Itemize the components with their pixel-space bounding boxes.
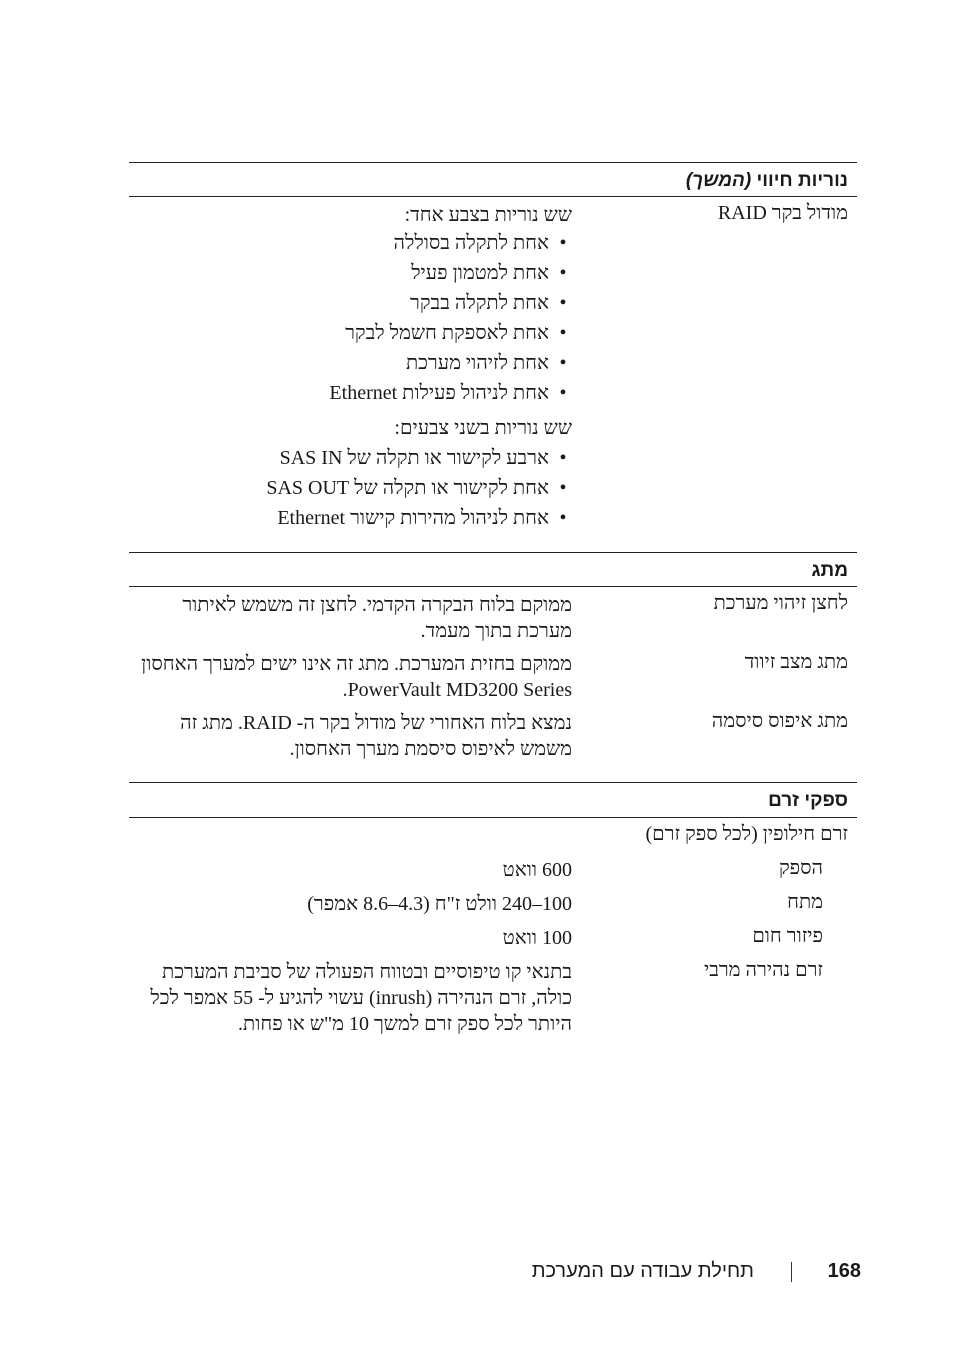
row-label-max-inrush-current: זרם נהירה מרבי — [703, 959, 823, 981]
section-title-leds — [686, 170, 848, 192]
row-label-wattage: הספק — [778, 857, 823, 879]
section-top-rule-leds — [129, 162, 857, 163]
led-group2-list — [127, 443, 572, 533]
row-label-voltage: מתח — [787, 891, 823, 913]
bullet-icon: • — [559, 477, 567, 499]
psu-ac-subheading: זרם חילופין (לכל ספק זרם) — [645, 823, 848, 845]
list-item: • אחת לתקלה בבקר — [127, 288, 572, 318]
section-header-rule-switch — [129, 586, 857, 587]
list-item: • ארבע לקישור או תקלה של SAS IN — [127, 443, 572, 473]
list-item: • אחת לקישור או תקלה של SAS OUT — [127, 473, 572, 503]
list-item: • אחת לתקלה בסוללה — [127, 228, 572, 258]
footer-title: תחילת עבודה עם המערכת — [531, 1260, 754, 1282]
led-group1-list — [127, 228, 572, 408]
section-header-rule-leds — [129, 196, 857, 197]
led-group-dual-color — [127, 415, 572, 533]
list-item: • אחת למטמון פעיל — [127, 258, 572, 288]
row-label-password-reset-switch: מתג איפוס סיסמה — [711, 710, 848, 732]
bullet-icon: • — [559, 447, 567, 469]
bullet-icon: • — [559, 262, 567, 284]
list-item: • אחת לזיהוי מערכת — [127, 348, 572, 378]
list-item: • אחת לניהול פעילות Ethernet — [127, 378, 572, 408]
row-value-voltage: 100–240 וולט ז"ח (4.3–8.6 אמפר) — [307, 893, 572, 915]
row-value-password-reset-switch: נמצא בלוח האחורי של מודול בקר ה- RAID. מתג זה משמש לאיפוס סיסמת מערך האחסון. — [180, 712, 572, 760]
row-value-wattage: 600 וואט — [502, 859, 572, 881]
list-item: • אחת לניהול מהירות קישור Ethernet — [127, 503, 572, 533]
bullet-icon: • — [559, 352, 567, 374]
page-number: 168 — [827, 1260, 861, 1282]
bullet-icon: • — [559, 507, 567, 529]
row-label-raid-controller: מודול בקר RAID — [717, 202, 848, 224]
section-title-switch: מתג — [811, 560, 848, 581]
section-title-leds-main: נוריות חיווי — [756, 170, 848, 191]
led-group-single-color — [127, 202, 572, 408]
row-value-enclosure-mode-switch: ממוקם בחזית המערכת. מתג זה אינו ישים למערך האחסון PowerVault MD3200 Series. — [141, 653, 572, 701]
bullet-icon: • — [559, 322, 567, 344]
row-label-enclosure-mode-switch: מתג מצב זיווד — [744, 651, 848, 673]
section-header-rule-psu — [129, 817, 857, 818]
row-value-heat-dissipation: 100 וואט — [502, 927, 572, 949]
section-title-leds-cont: (המשך) — [685, 170, 752, 191]
section-top-rule-switch — [129, 552, 857, 553]
bullet-icon: • — [559, 232, 567, 254]
row-label-system-id-button: לחצן זיהוי מערכת — [713, 592, 848, 614]
list-item: • אחת לאספקת חשמל לבקר — [127, 318, 572, 348]
row-label-heat-dissipation: פיזור חום — [752, 925, 823, 947]
row-value-max-inrush-current: בתנאי קו טיפוסיים ובטווח הפעולה של סביבת המערכת כולה, זרם הנהירה (inrush) עשוי להגיע ל- 55 אמפר לכל היותר לכל ספק זרם למשך 10 מ"ש או פחות. — [150, 961, 572, 1035]
section-top-rule-psu — [129, 782, 857, 783]
section-title-psu: ספקי זרם — [768, 790, 848, 811]
led-group2-heading: שש נוריות בשני צבעים: — [394, 417, 572, 439]
bullet-icon: • — [559, 382, 567, 404]
row-value-system-id-button: ממוקם בלוח הבקרה הקדמי. לחצן זה משמש לאיתור מערכת בתוך מעמד. — [182, 594, 572, 642]
footer-divider — [791, 1262, 792, 1282]
bullet-icon: • — [559, 292, 567, 314]
led-group1-heading: שש נוריות בצבע אחד: — [404, 204, 572, 226]
